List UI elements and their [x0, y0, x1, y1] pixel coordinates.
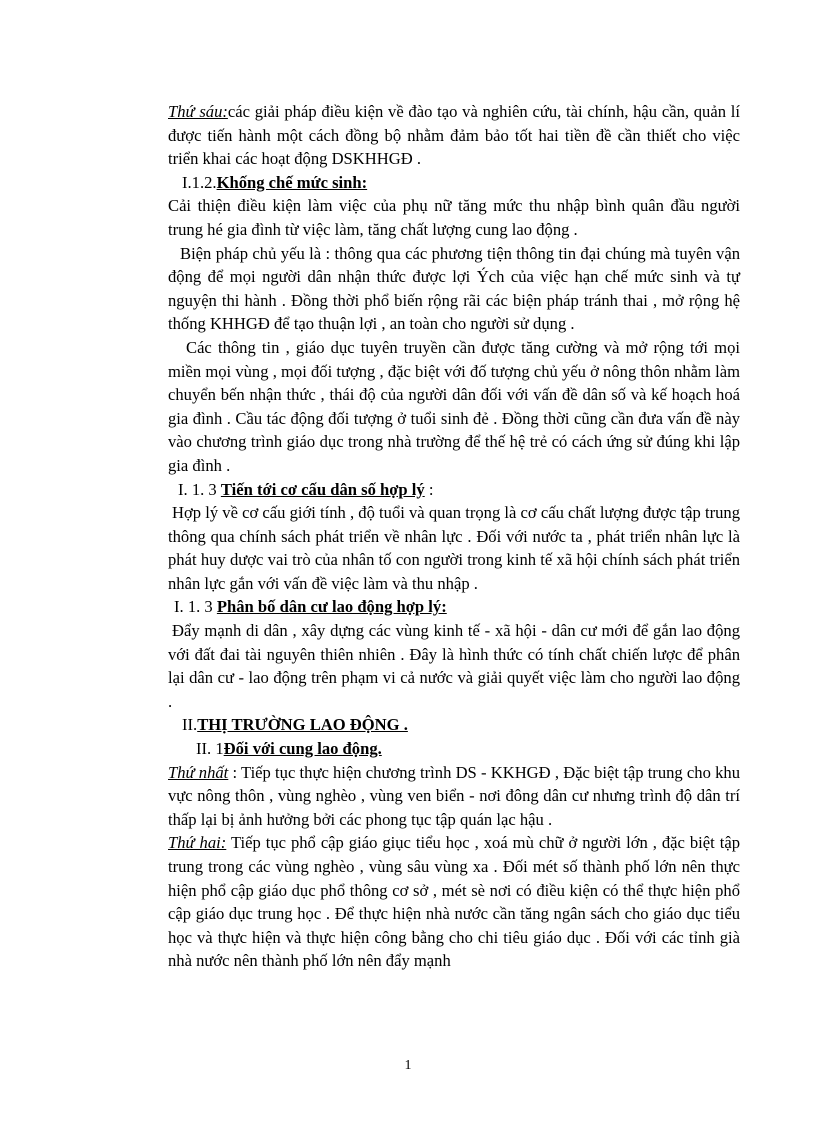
section-heading	[168, 737, 740, 761]
section-heading	[168, 713, 740, 737]
heading-number: I.1.2.	[182, 172, 217, 192]
body-paragraph	[168, 336, 740, 478]
document-body	[168, 100, 740, 973]
paragraph-text: Cải thiện điều kiện làm việc của phụ nữ tăng mức thu nhập bình quân đầu người trung hé gia đình từ việc làm, tăng chất lượng cung lao động .	[168, 196, 740, 239]
heading-number: I. 1. 3	[174, 597, 217, 617]
body-paragraph	[168, 194, 740, 241]
heading-title: Tiến tới cơ cấu dân số hợp lý	[220, 479, 425, 499]
section-heading	[168, 595, 740, 619]
page-number: 1	[404, 1058, 412, 1073]
paragraph-text: Đẩy mạnh di dân , xây dựng các vùng kinh tế - xã hội - dân cư mới để gắn lao động với đất đai tài nguyên thiên nhiên . Đây là hình thức có tính chất chiến lược để phân lại dân cư - lao động trên phạm vi cả nước và giải quyết việc làm cho người lao động .	[168, 621, 740, 711]
heading-number: I. 1. 3	[178, 479, 221, 499]
heading-title: Khống chế mức sinh:	[216, 172, 368, 192]
paragraph-text: Hợp lý về cơ cấu giới tính , độ tuổi và quan trọng là cơ cấu chất lượng được tập trung thông qua chính sách phát triển về nhân lực . Đối với nước ta , phát triển nhân lực là phát huy dược vai trò của nhân tố con người trong kinh tế xã hội chính sách phát triển nhân lực gắn với vấn đề việc làm và thu nhập .	[168, 503, 740, 593]
heading-tail: :	[424, 479, 434, 499]
paragraph-lead: Thứ hai:	[168, 833, 227, 853]
paragraph-lead: Thứ nhất	[168, 762, 229, 782]
body-paragraph	[168, 501, 740, 595]
body-paragraph	[168, 761, 740, 832]
section-heading	[168, 478, 740, 502]
body-paragraph	[168, 831, 740, 973]
paragraph-text: Tiếp tục phổ cập giáo giục tiểu học , xoá mù chữ ở người lớn , đặc biệt tập trung trong các vùng nghèo , vùng sâu vùng xa . Đối mét số thành phố lớn nên thực hiện phổ cập giáo dục phổ thông cơ sở , mét sè nơi có điều kiện có thể thực hiện phổ cập giáo dục trung học . Để thực hiện nhà nước cần tăng ngân sách cho giáo dục tiểu học và thực hiện và thực hiện công bằng cho chi tiêu giáo dục . Đối với các tỉnh già nhà nước nên thành phố lớn nên đẩy mạnh	[168, 833, 740, 971]
paragraph-text: các giải pháp điều kiện về đào tạo và nghiên cứu, tài chính, hậu cần, quản lí được tiến hành một cách đồng bộ nhằm đảm bảo tốt hai tiền đề cần thiết cho việc triển khai các hoạt động DSKHHGĐ .	[168, 102, 740, 169]
heading-number: II. 1	[196, 739, 224, 759]
heading-number: II.	[182, 715, 198, 735]
body-paragraph	[168, 619, 740, 713]
paragraph-text: Các thông tin , giáo dục tuyên truyền cần được tăng cường và mở rộng tới mọi miền mọi vùng , mọi đối tượng , đặc biệt với đố tượng chủ yếu ở nông thôn nhằm làm chuyển bến nhận thức , thái độ của người dân đối với vấn đề dân số và kế hoạch hoá gia đình . Cầu tác động đối tượng ở tuổi sinh đẻ . Đồng thời cũng cần đưa vấn đề này vào chương trình giáo dục trong nhà trường để thế hệ trẻ có cách ứng sử đúng khi lập gia đình .	[168, 337, 740, 475]
body-paragraph	[168, 242, 740, 336]
paragraph-text: : Tiếp tục thực hiện chương trình DS - KKHGĐ , Đặc biệt tập trung cho khu vực nông thôn , vùng nghèo , vùng ven biển - nơi đông dân cư nhưng trình độ dân trí thấp lại bị ảnh hưởng bởi các phong tục tập quán lạc hậu .	[168, 762, 740, 829]
heading-title: Phân bố dân cư lao động hợp lý:	[216, 597, 447, 617]
heading-title: Đối với cung lao động.	[223, 739, 382, 759]
heading-title: THỊ TRƯỜNG LAO ĐỘNG .	[197, 715, 408, 735]
body-paragraph	[168, 100, 740, 171]
paragraph-lead: Thứ sáu:	[168, 102, 228, 121]
section-heading	[168, 171, 740, 195]
paragraph-text: Biện pháp chủ yếu là : thông qua các phương tiện thông tin đại chúng mà tuyên vận động để mọi người dân nhận thức được lợi Ých của việc hạn chế mức sinh và tự nguyện thi hành . Đồng thời phổ biến rộng rãi các biện pháp tránh thai , mở rộng hệ thống KHHGĐ để tạo thuận lợi , an toàn cho người sử dụng .	[168, 243, 740, 334]
